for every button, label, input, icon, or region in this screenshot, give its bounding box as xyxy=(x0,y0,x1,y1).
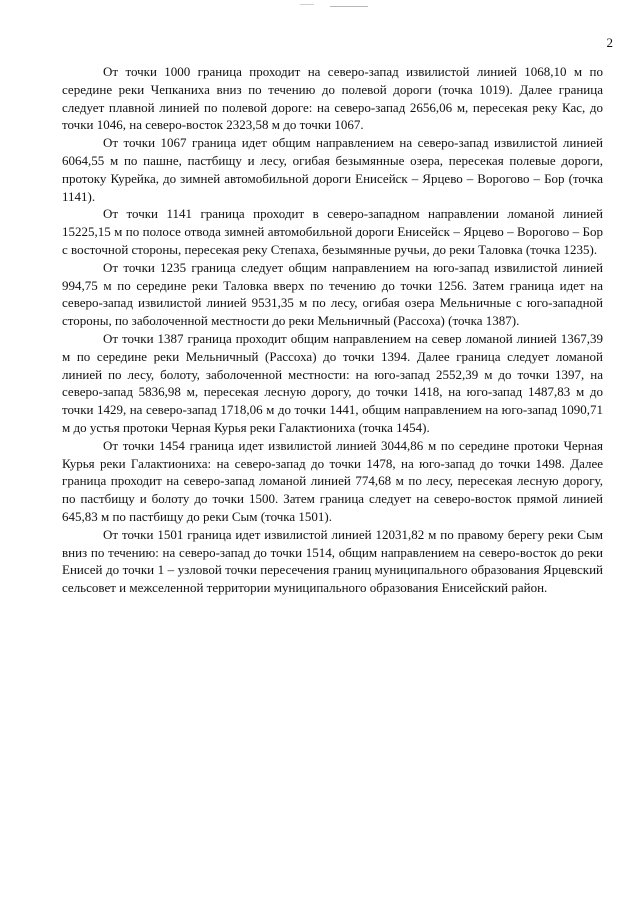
paragraph-point-1141: От точки 1141 граница проходит в северо-западном направлении ломаной линией 15225,15 м по полосе отвода зимней автомобильной дороги Енисейск – Ярцево – Ворогово – Бор с восточной стороны, пересекая реку Степаха, безымянные ручьи, до реки Таловка (точка 1235). xyxy=(62,206,603,257)
paragraph-point-1235: От точки 1235 граница следует общим направлением на юго-запад извилистой линией 994,75 м по середине реки Таловка вверх по течению до точки 1256. Затем граница идет на северо-запад извилистой линией 9531,35 м по лесу, огибая озера Мельничные с юго-западной стороны, по заболоченной местности до реки Мельничный (Рассоха) (точка 1387). xyxy=(62,259,603,329)
paragraph-point-1501: От точки 1501 граница идет извилистой линией 12031,82 м по правому берегу реки Сым вниз по течению: на северо-запад до точки 1514, общим направлением на северо-восток до реки Енисей до точки 1 – узловой точки пересечения границ муниципального образования Ярцевский сельсовет и межселенной территории муниципального образования Енисейский район. xyxy=(62,526,603,596)
page-number: 2 xyxy=(606,35,613,50)
scan-artifact-line xyxy=(330,6,368,7)
paragraph-point-1000: От точки 1000 граница проходит на северо-запад извилистой линией 1068,10 м по середине реки Чепканиха вниз по течению до полевой дороги (точка 1019). Далее граница следует плавной линией по полевой дороге: на северо-запад 2656,06 м, пересекая реку Кас, до точки 1046, на северо-восток 2323,58 м до точки 1067. xyxy=(62,64,603,133)
paragraph-point-1454: От точки 1454 граница идет извилистой линией 3044,86 м по середине протоки Черная Курья реки Галактиониха: на северо-запад до точки 1478, на юго-запад до точки 1498. Далее граница проходит на северо-запад ломаной линией 774,68 м по лесу, пересекая лесную дорогу, по пастбищу и болоту до точки 1500. Затем граница следует на северо-восток прямой линией 645,83 м по пастбищу до реки Сым (точка 1501). xyxy=(62,437,603,524)
document-body xyxy=(62,63,603,597)
paragraph-point-1067: От точки 1067 граница идет общим направлением на северо-запад извилистой линией 6064,55 м по пашне, пастбищу и лесу, огибая безымянные озера, пересекая полевые дороги, протоку Курейка, до зимней автомобильной дороги Енисейск – Ярцево – Ворогово – Бор (точка 1141). xyxy=(62,135,603,204)
paragraph-point-1387: От точки 1387 граница проходит общим направлением на север ломаной линией 1367,39 м по середине реки Мельничный (Рассоха) до точки 1394. Далее граница следует ломаной линией по лесу, болоту, заболоченной местности: на юго-запад 2552,39 м до точки 1397, на северо-запад 5836,98 м, пересекая лесную дорогу, до точки 1418, на юго-запад 1487,83 м до точки 1429, на северо-запад 1718,06 м до точки 1441, общим направлением на юго-запад 1090,71 м до устья протоки Черная Курья реки Галактиониха (точка 1454). xyxy=(62,330,603,435)
scan-artifact-mark xyxy=(300,4,314,5)
